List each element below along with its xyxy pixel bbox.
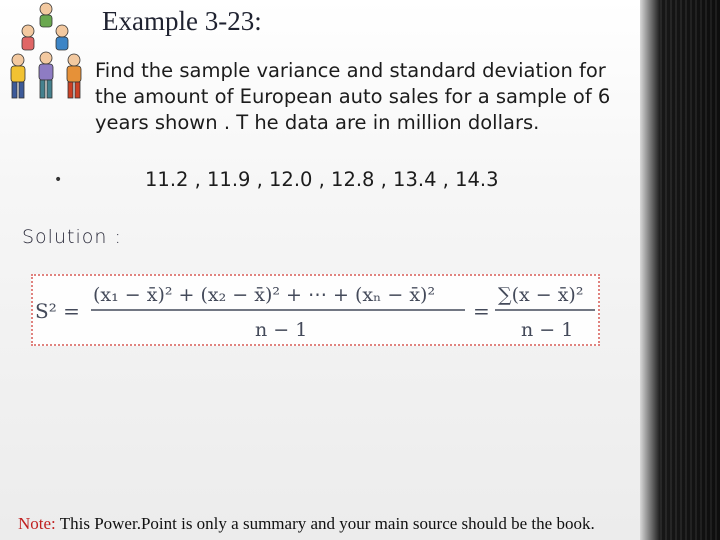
variance-formula [33, 276, 598, 344]
slide-title: Example 3-23: [102, 6, 262, 36]
problem-statement: Find the sample variance and standard deviation for the amount of European auto sales for a sample of 6 years shown . T he data are in million dollars. [95, 59, 611, 134]
footer-note [18, 514, 595, 534]
bullet-icon: • [54, 172, 63, 188]
solution-label: Solution : [22, 226, 122, 248]
formula-denominator-2: n − 1 [521, 319, 574, 341]
data-values: 11.2 , 11.9 , 12.0 , 12.8 , 13.4 , 14.3 [145, 168, 499, 191]
decorative-side-strip [640, 0, 720, 540]
formula-numerator-expanded: (x₁ − x̄)² + (x₂ − x̄)² + ⋯ + (xₙ − x̄)² [93, 284, 436, 306]
formula-lhs: S² = [35, 299, 80, 323]
equals-sign: = [473, 299, 490, 323]
children-pyramid-icon [0, 0, 96, 110]
variance-formula-box [31, 274, 600, 346]
formula-denominator-1: n − 1 [255, 319, 308, 341]
note-text: This Power.Point is only a summary and your main source should be the book. [55, 514, 595, 533]
formula-numerator-sum: ∑(x − x̄)² [498, 284, 584, 306]
note-label: Note: [18, 514, 56, 533]
